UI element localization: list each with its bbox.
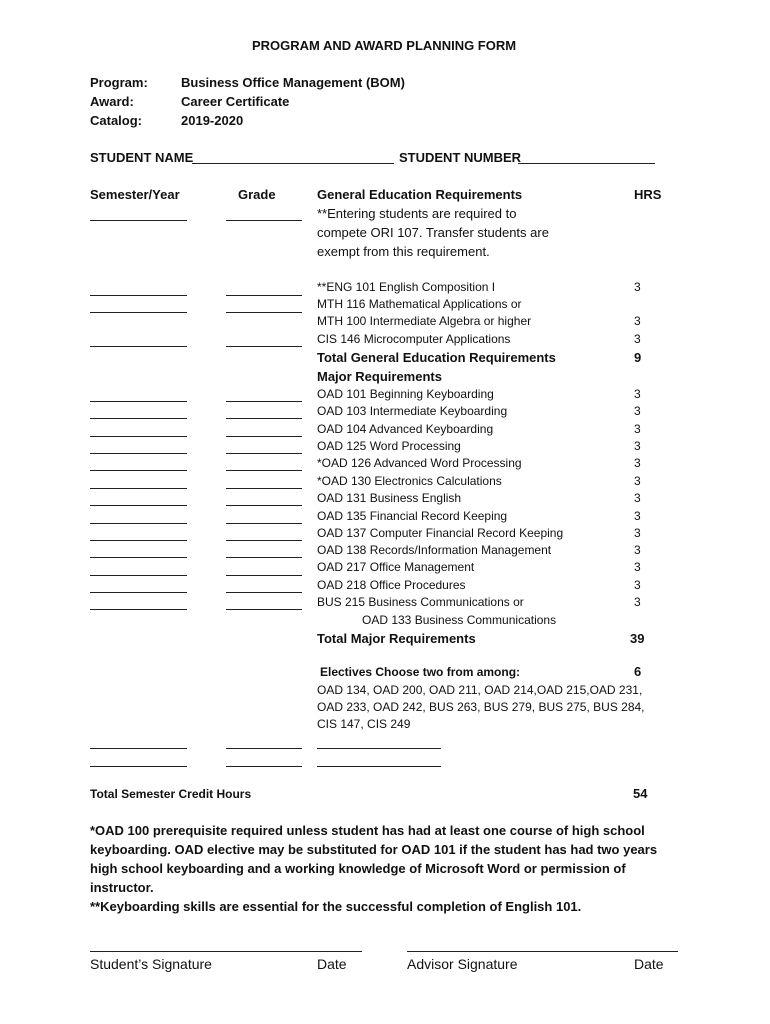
program-label: Program:	[90, 75, 148, 90]
major-course-hrs: 3	[634, 578, 641, 592]
note-line: *OAD 100 prerequisite required unless student has had at least one course of high school	[90, 823, 645, 838]
major-course: OAD 104 Advanced Keyboarding	[317, 422, 494, 436]
total-credit-label: Total Semester Credit Hours	[90, 787, 252, 801]
gen-ed-total-hrs: 9	[634, 350, 642, 365]
semester-blank[interactable]	[90, 346, 187, 347]
gen-ed-course: MTH 100 Intermediate Algebra or higher	[317, 314, 532, 328]
grade-blank[interactable]	[226, 436, 302, 437]
catalog-value: 2019-2020	[181, 113, 244, 128]
major-course: OAD 138 Records/Information Management	[317, 543, 552, 557]
grade-blank[interactable]	[226, 312, 302, 313]
total-credit-hrs: 54	[633, 786, 648, 801]
major-course-hrs: 3	[634, 404, 641, 418]
major-course-hrs: 3	[634, 439, 641, 453]
major-total-label: Total Major Requirements	[317, 631, 476, 646]
semester-blank[interactable]	[90, 557, 187, 558]
semester-blank[interactable]	[90, 748, 187, 749]
grade-blank[interactable]	[226, 748, 302, 749]
grade-blank[interactable]	[226, 346, 302, 347]
major-course-hrs: 3	[634, 474, 641, 488]
gen-ed-course: **ENG 101 English Composition I	[317, 280, 496, 294]
student-number-label: STUDENT NUMBER	[399, 150, 522, 165]
grade-blank[interactable]	[226, 295, 302, 296]
advisor-signature-label: Advisor Signature	[407, 956, 518, 972]
grade-blank[interactable]	[226, 418, 302, 419]
semester-blank[interactable]	[90, 401, 187, 402]
electives-line: CIS 147, CIS 249	[317, 717, 411, 731]
major-course: BUS 215 Business Communications or	[317, 595, 524, 609]
semester-blank[interactable]	[90, 609, 187, 610]
grade-blank[interactable]	[226, 453, 302, 454]
semester-blank[interactable]	[90, 436, 187, 437]
grade-blank[interactable]	[226, 505, 302, 506]
gen-ed-note-line: exempt from this requirement.	[317, 244, 490, 259]
major-course: OAD 135 Financial Record Keeping	[317, 509, 508, 523]
grade-blank[interactable]	[226, 609, 302, 610]
student-name-field[interactable]	[192, 163, 394, 164]
advisor-signature-line[interactable]	[407, 951, 678, 952]
student-name-label: STUDENT NAME	[90, 150, 194, 165]
student-number-field[interactable]	[518, 163, 655, 164]
semester-blank[interactable]	[90, 575, 187, 576]
gen-ed-note-line: compete ORI 107. Transfer students are	[317, 225, 549, 240]
major-heading: Major Requirements	[317, 369, 442, 384]
electives-line: OAD 233, OAD 242, BUS 263, BUS 279, BUS 275, BUS 284,	[317, 700, 645, 714]
major-course-alternate: OAD 133 Business Communications	[362, 613, 557, 627]
grade-blank[interactable]	[226, 523, 302, 524]
major-course-hrs: 3	[634, 560, 641, 574]
elective-course-blank[interactable]	[317, 748, 441, 749]
major-course: OAD 101 Beginning Keyboarding	[317, 387, 494, 401]
major-course: OAD 125 Word Processing	[317, 439, 461, 453]
major-course: OAD 131 Business English	[317, 491, 462, 505]
grade-blank[interactable]	[226, 575, 302, 576]
major-total-hrs: 39	[630, 631, 645, 646]
gen-ed-total-label: Total General Education Requirements	[317, 350, 556, 365]
semester-blank[interactable]	[90, 592, 187, 593]
semester-blank[interactable]	[90, 418, 187, 419]
semester-blank[interactable]	[90, 295, 187, 296]
note-line: keyboarding. OAD elective may be substituted for OAD 101 if the student has had two years	[90, 842, 658, 857]
gen-ed-course-hrs: 3	[634, 314, 641, 328]
semester-blank[interactable]	[90, 505, 187, 506]
semester-blank[interactable]	[90, 523, 187, 524]
gen-ed-note-line: **Entering students are required to	[317, 206, 517, 221]
grade-blank[interactable]	[226, 220, 302, 221]
student-signature-label: Student’s Signature	[90, 956, 212, 972]
grade-blank[interactable]	[226, 470, 302, 471]
major-course: OAD 137 Computer Financial Record Keeping	[317, 526, 564, 540]
major-course: *OAD 126 Advanced Word Processing	[317, 456, 522, 470]
major-course-hrs: 3	[634, 526, 641, 540]
major-course-hrs: 3	[634, 387, 641, 401]
gen-ed-header: General Education Requirements	[317, 187, 523, 202]
semester-blank[interactable]	[90, 766, 187, 767]
hrs-header: HRS	[634, 187, 662, 202]
gen-ed-course: CIS 146 Microcomputer Applications	[317, 332, 511, 346]
note-line: **Keyboarding skills are essential for the successful completion of English 101.	[90, 899, 582, 914]
grade-blank[interactable]	[226, 540, 302, 541]
page-title: PROGRAM AND AWARD PLANNING FORM	[252, 38, 517, 53]
catalog-label: Catalog:	[90, 113, 142, 128]
electives-line: OAD 134, OAD 200, OAD 211, OAD 214,OAD 215,OAD 231,	[317, 683, 643, 697]
student-signature-line[interactable]	[90, 951, 362, 952]
major-course-hrs: 3	[634, 491, 641, 505]
elective-course-blank[interactable]	[317, 766, 441, 767]
major-course-hrs: 3	[634, 509, 641, 523]
program-value: Business Office Management (BOM)	[181, 75, 405, 90]
major-course-hrs: 3	[634, 595, 641, 609]
major-course-hrs: 3	[634, 456, 641, 470]
electives-hrs: 6	[634, 664, 642, 679]
major-course: OAD 217 Office Management	[317, 560, 475, 574]
grade-header: Grade	[238, 187, 276, 202]
major-course: OAD 218 Office Procedures	[317, 578, 466, 592]
gen-ed-course-hrs: 3	[634, 280, 641, 294]
semester-blank[interactable]	[90, 540, 187, 541]
major-course-hrs: 3	[634, 543, 641, 557]
electives-label: Electives Choose two from among:	[320, 665, 521, 679]
semester-blank[interactable]	[90, 220, 187, 221]
award-value: Career Certificate	[181, 94, 290, 109]
major-course-hrs: 3	[634, 422, 641, 436]
note-line: instructor.	[90, 880, 154, 895]
semester-blank[interactable]	[90, 488, 187, 489]
semester-blank[interactable]	[90, 453, 187, 454]
gen-ed-course-hrs: 3	[634, 332, 641, 346]
grade-blank[interactable]	[226, 488, 302, 489]
advisor-date-label: Date	[634, 956, 664, 972]
semester-blank[interactable]	[90, 312, 187, 313]
note-line: high school keyboarding and a working knowledge of Microsoft Word or permission of	[90, 861, 626, 876]
major-course: OAD 103 Intermediate Keyboarding	[317, 404, 508, 418]
gen-ed-course: MTH 116 Mathematical Applications or	[317, 297, 522, 311]
semester-year-header: Semester/Year	[90, 187, 180, 202]
grade-blank[interactable]	[226, 401, 302, 402]
major-course: *OAD 130 Electronics Calculations	[317, 474, 502, 488]
award-label: Award:	[90, 94, 134, 109]
grade-blank[interactable]	[226, 557, 302, 558]
semester-blank[interactable]	[90, 470, 187, 471]
grade-blank[interactable]	[226, 592, 302, 593]
student-date-label: Date	[317, 956, 347, 972]
grade-blank[interactable]	[226, 766, 302, 767]
